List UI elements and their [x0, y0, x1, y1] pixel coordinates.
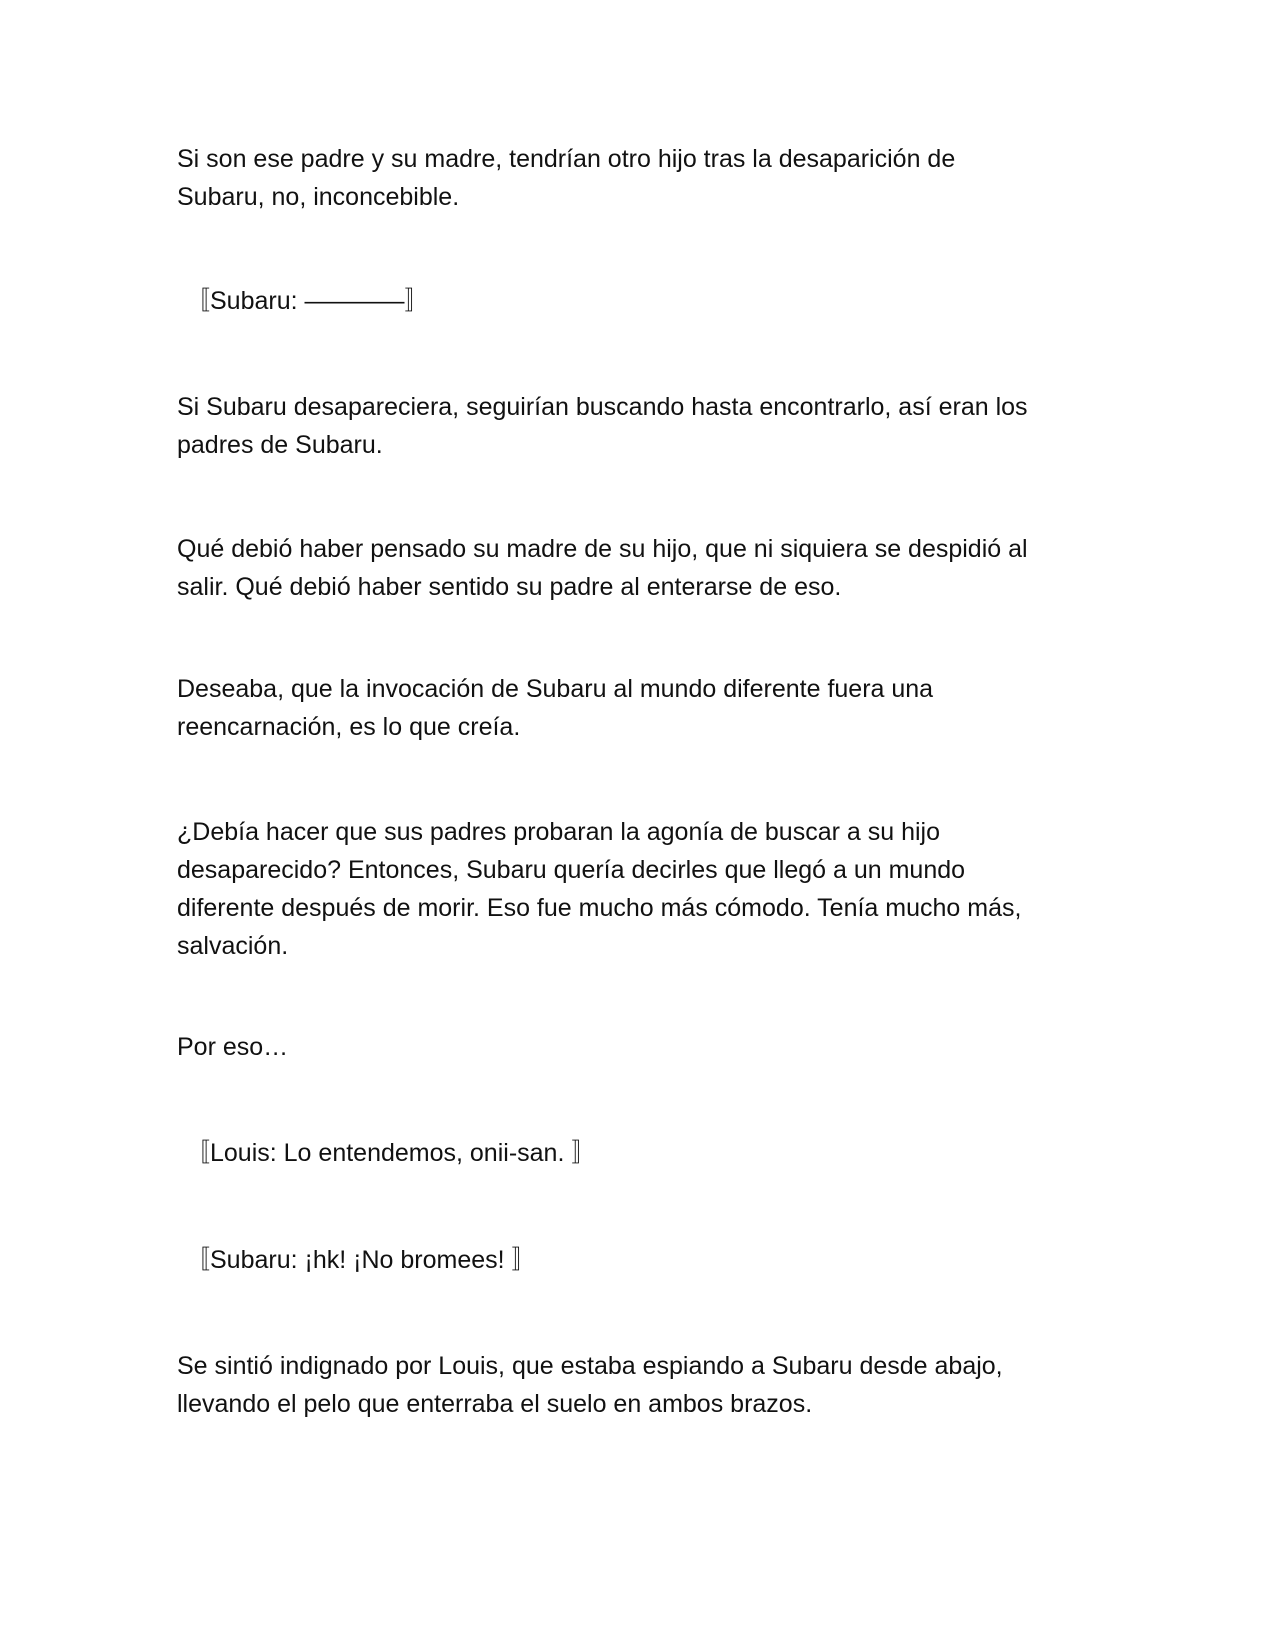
paragraph-line: salir. Qué debió haber sentido su padre al enterarse de eso. [177, 573, 842, 601]
paragraph-line: Por eso… [177, 1033, 289, 1061]
paragraph-2 [177, 388, 1097, 464]
paragraph-line: Si son ese padre y su madre, tendrían otro hijo tras la desaparición de [177, 145, 956, 173]
dialogue-line: 〚Subaru: ¡hk! ¡No bromees! 〛 [185, 1246, 537, 1274]
paragraph-line: desaparecido? Entonces, Subaru quería decirles que llegó a un mundo [177, 856, 966, 884]
paragraph-line: llevando el pelo que enterraba el suelo en ambos brazos. [177, 1390, 813, 1418]
paragraph-line: Si Subaru desapareciera, seguirían buscando hasta encontrarlo, así eran los [177, 393, 1028, 421]
paragraph-line: padres de Subaru. [177, 431, 383, 459]
dialogue-subaru-1 [185, 282, 1105, 320]
paragraph-1 [177, 140, 1097, 216]
paragraph-3 [177, 530, 1097, 606]
paragraph-line: Qué debió haber pensado su madre de su hijo, que ni siquiera se despidió al [177, 535, 1028, 563]
paragraph-line: Deseaba, que la invocación de Subaru al mundo diferente fuera una [177, 675, 934, 703]
paragraph-line: salvación. [177, 932, 289, 960]
paragraph-line: Subaru, no, inconcebible. [177, 183, 460, 211]
paragraph-5 [177, 813, 1097, 965]
dialogue-subaru-2 [185, 1241, 1105, 1279]
dialogue-line: 〚Subaru: ————〛 [185, 287, 430, 315]
paragraph-line: reencarnación, es lo que creía. [177, 713, 521, 741]
dialogue-louis [185, 1134, 1105, 1172]
paragraph-line: Se sintió indignado por Louis, que estaba espiando a Subaru desde abajo, [177, 1352, 1003, 1380]
paragraph-7 [177, 1347, 1097, 1423]
paragraph-4 [177, 670, 1097, 746]
paragraph-6 [177, 1028, 1097, 1066]
paragraph-line: diferente después de morir. Eso fue mucho más cómodo. Tenía mucho más, [177, 894, 1022, 922]
dialogue-line: 〚Louis: Lo entendemos, onii-san. 〛 [185, 1139, 597, 1167]
paragraph-line: ¿Debía hacer que sus padres probaran la agonía de buscar a su hijo [177, 818, 940, 846]
